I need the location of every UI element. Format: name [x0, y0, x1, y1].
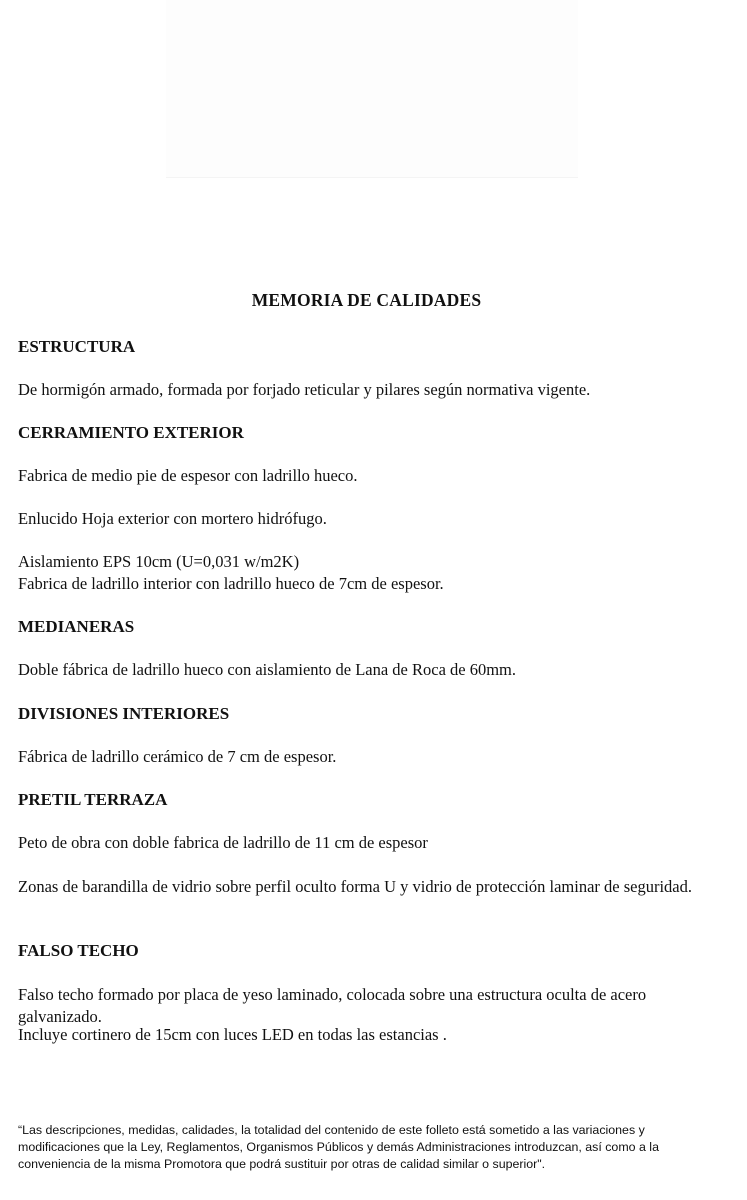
section-paragraph: Aislamiento EPS 10cm (U=0,031 w/m2K) — [18, 552, 300, 571]
section-paragraph: Fabrica de ladrillo interior con ladrillo hueco de 7cm de espesor. — [18, 574, 444, 593]
section-paragraph: Zonas de barandilla de vidrio sobre perfil oculto forma U y vidrio de protección laminar de seguridad. — [18, 877, 692, 896]
section-paragraph: Fábrica de ladrillo cerámico de 7 cm de espesor. — [18, 747, 337, 766]
section-paragraph: Fabrica de medio pie de espesor con ladrillo hueco. — [18, 466, 358, 485]
section-paragraph: Doble fábrica de ladrillo hueco con aislamiento de Lana de Roca de 60mm. — [18, 660, 517, 679]
disclaimer-note: “Las descripciones, medidas, calidades, la totalidad del contenido de este folleto está sometido a las variaciones y modificaciones que la Ley, Reglamentos, Organismos Públicos y demás Administraciones introduzcan, así como a la conveniencia de la misma Promotora que podrá sustituir por otras de calidad similar o superior". — [18, 1123, 659, 1171]
section-heading-medianeras: MEDIANERAS — [18, 617, 135, 636]
section-heading-cerramiento-exterior: CERRAMIENTO EXTERIOR — [18, 423, 244, 442]
section-paragraph: Peto de obra con doble fabrica de ladrillo de 11 cm de espesor — [18, 833, 428, 852]
page-title: MEMORIA DE CALIDADES — [251, 290, 482, 310]
section-heading-divisiones-interiores: DIVISIONES INTERIORES — [18, 704, 230, 723]
header-logo-area — [166, 0, 578, 178]
section-paragraph: Enlucido Hoja exterior con mortero hidrófugo. — [18, 509, 327, 528]
section-paragraph: Falso techo formado por placa de yeso laminado, colocada sobre una estructura oculta de acero galvanizado. — [18, 985, 647, 1026]
section-paragraph: De hormigón armado, formada por forjado reticular y pilares según normativa vigente. — [18, 380, 591, 399]
section-heading-estructura: ESTRUCTURA — [18, 337, 136, 356]
section-paragraph: Incluye cortinero de 15cm con luces LED en todas las estancias . — [18, 1025, 447, 1044]
section-heading-falso-techo: FALSO TECHO — [18, 941, 139, 960]
section-heading-pretil-terraza: PRETIL TERRAZA — [18, 790, 168, 809]
